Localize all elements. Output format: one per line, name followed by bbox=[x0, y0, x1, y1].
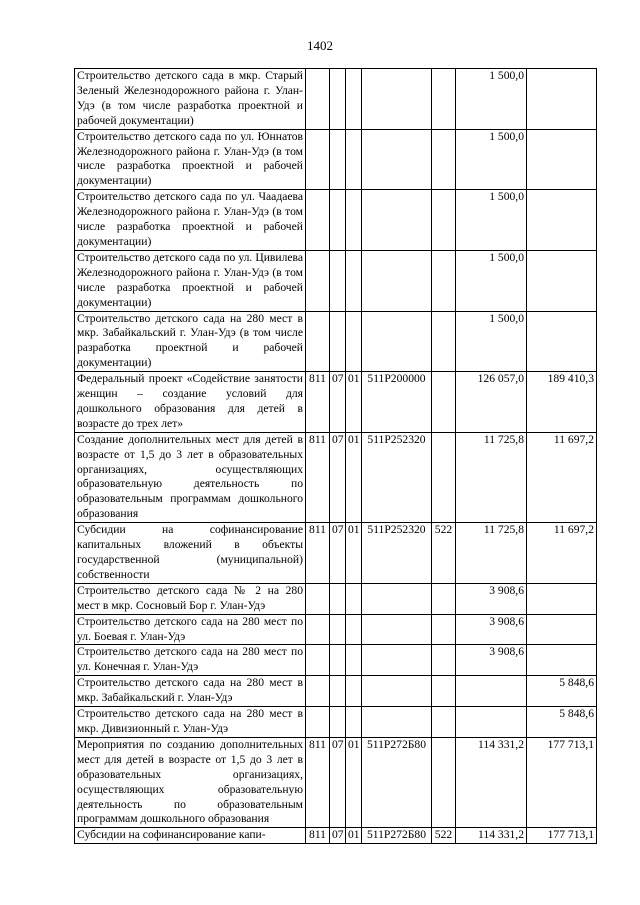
expense-type-cell bbox=[432, 583, 456, 614]
section-code-cell: 07 bbox=[330, 372, 346, 433]
amount-year-2-cell bbox=[527, 645, 597, 676]
amount-year-1-cell: 3 908,6 bbox=[456, 645, 527, 676]
table-body bbox=[75, 69, 597, 844]
section-code-cell bbox=[330, 583, 346, 614]
row-name-cell: Строительство детского сада на 280 мест по ул. Конечная г. Улан-Удэ bbox=[75, 645, 306, 676]
expense-type-cell bbox=[432, 372, 456, 433]
amount-year-1-cell: 114 331,2 bbox=[456, 828, 527, 844]
amount-year-2-cell: 177 713,1 bbox=[527, 828, 597, 844]
subsection-code-cell bbox=[346, 676, 362, 707]
row-name-cell: Строительство детского сада по ул. Юннатов Железнодорожного района г. Улан-Удэ (в том числе разработка проектной и рабочей документации) bbox=[75, 129, 306, 190]
table-row bbox=[75, 614, 597, 645]
table-row bbox=[75, 250, 597, 311]
section-code-cell bbox=[330, 129, 346, 190]
amount-year-1-cell: 3 908,6 bbox=[456, 614, 527, 645]
target-article-cell: 511P272Б80 bbox=[362, 737, 432, 827]
amount-year-1-cell: 1 500,0 bbox=[456, 190, 527, 251]
amount-year-2-cell bbox=[527, 614, 597, 645]
expense-type-cell bbox=[432, 614, 456, 645]
table-row bbox=[75, 645, 597, 676]
target-article-cell bbox=[362, 311, 432, 372]
row-name-cell: Строительство детского сада на 280 мест по ул. Боевая г. Улан-Удэ bbox=[75, 614, 306, 645]
amount-year-1-cell: 3 908,6 bbox=[456, 583, 527, 614]
row-name-cell: Строительство детского сада на 280 мест в мкр. Дивизионный г. Улан-Удэ bbox=[75, 707, 306, 738]
page-number: 1402 bbox=[307, 38, 333, 53]
amount-year-1-cell bbox=[456, 676, 527, 707]
subsection-code-cell: 01 bbox=[346, 737, 362, 827]
row-name-cell: Строительство детского сада на 280 мест в мкр. Забайкальский г. Улан-Удэ bbox=[75, 676, 306, 707]
section-code-cell bbox=[330, 645, 346, 676]
table-row bbox=[75, 676, 597, 707]
amount-year-1-cell: 1 500,0 bbox=[456, 69, 527, 130]
table-row bbox=[75, 69, 597, 130]
target-article-cell bbox=[362, 614, 432, 645]
target-article-cell: 511P200000 bbox=[362, 372, 432, 433]
amount-year-2-cell bbox=[527, 583, 597, 614]
ministry-code-cell bbox=[306, 311, 330, 372]
subsection-code-cell bbox=[346, 129, 362, 190]
ministry-code-cell bbox=[306, 645, 330, 676]
section-code-cell: 07 bbox=[330, 828, 346, 844]
subsection-code-cell bbox=[346, 645, 362, 676]
table-row bbox=[75, 129, 597, 190]
ministry-code-cell: 811 bbox=[306, 737, 330, 827]
target-article-cell bbox=[362, 69, 432, 130]
table-row bbox=[75, 190, 597, 251]
amount-year-1-cell: 126 057,0 bbox=[456, 372, 527, 433]
row-name-cell: Строительство детского сада по ул. Цивилева Железнодорожного района г. Улан-Удэ (в том числе разработка проектной и рабочей документации) bbox=[75, 250, 306, 311]
amount-year-2-cell: 11 697,2 bbox=[527, 523, 597, 584]
section-code-cell: 07 bbox=[330, 737, 346, 827]
amount-year-1-cell: 11 725,8 bbox=[456, 523, 527, 584]
row-name-cell: Строительство детского сада по ул. Чаадаева Железнодорожного района г. Улан-Удэ (в том числе разработка проектной и рабочей документации) bbox=[75, 190, 306, 251]
target-article-cell bbox=[362, 645, 432, 676]
subsection-code-cell bbox=[346, 311, 362, 372]
table-row bbox=[75, 372, 597, 433]
ministry-code-cell bbox=[306, 250, 330, 311]
table-row bbox=[75, 828, 597, 844]
section-code-cell bbox=[330, 676, 346, 707]
table-row bbox=[75, 523, 597, 584]
section-code-cell bbox=[330, 311, 346, 372]
subsection-code-cell bbox=[346, 69, 362, 130]
expense-type-cell bbox=[432, 129, 456, 190]
amount-year-2-cell: 5 848,6 bbox=[527, 707, 597, 738]
ministry-code-cell bbox=[306, 69, 330, 130]
amount-year-2-cell bbox=[527, 250, 597, 311]
ministry-code-cell bbox=[306, 190, 330, 251]
target-article-cell bbox=[362, 676, 432, 707]
row-name-cell: Строительство детского сада в мкр. Старый Зеленый Железнодорожного района г. Улан-Удэ (в том числе разработка проектной и рабочей документации) bbox=[75, 69, 306, 130]
subsection-code-cell bbox=[346, 250, 362, 311]
target-article-cell: 511P272Б80 bbox=[362, 828, 432, 844]
table-row bbox=[75, 737, 597, 827]
expense-type-cell bbox=[432, 432, 456, 522]
subsection-code-cell: 01 bbox=[346, 523, 362, 584]
amount-year-2-cell bbox=[527, 311, 597, 372]
section-code-cell bbox=[330, 69, 346, 130]
expense-type-cell bbox=[432, 190, 456, 251]
ministry-code-cell bbox=[306, 676, 330, 707]
expense-type-cell bbox=[432, 311, 456, 372]
section-code-cell bbox=[330, 250, 346, 311]
row-name-cell: Строительство детского сада № 2 на 280 мест в мкр. Сосновый Бор г. Улан-Удэ bbox=[75, 583, 306, 614]
subsection-code-cell: 01 bbox=[346, 432, 362, 522]
target-article-cell bbox=[362, 707, 432, 738]
ministry-code-cell: 811 bbox=[306, 523, 330, 584]
amount-year-1-cell: 114 331,2 bbox=[456, 737, 527, 827]
amount-year-1-cell bbox=[456, 707, 527, 738]
expense-type-cell bbox=[432, 737, 456, 827]
amount-year-2-cell: 5 848,6 bbox=[527, 676, 597, 707]
row-name-cell: Создание дополнительных мест для детей в возрасте от 1,5 до 3 лет в образовательных организациях, осуществляющих образовательную деятельность по образовательным программам дошкольного образования bbox=[75, 432, 306, 522]
target-article-cell bbox=[362, 250, 432, 311]
subsection-code-cell bbox=[346, 190, 362, 251]
amount-year-1-cell: 11 725,8 bbox=[456, 432, 527, 522]
amount-year-2-cell: 189 410,3 bbox=[527, 372, 597, 433]
amount-year-1-cell: 1 500,0 bbox=[456, 129, 527, 190]
amount-year-2-cell: 11 697,2 bbox=[527, 432, 597, 522]
table-row bbox=[75, 432, 597, 522]
subsection-code-cell bbox=[346, 614, 362, 645]
section-code-cell: 07 bbox=[330, 432, 346, 522]
section-code-cell bbox=[330, 190, 346, 251]
expense-type-cell: 522 bbox=[432, 828, 456, 844]
row-name-cell: Субсидии на софинансирование капи- bbox=[75, 828, 306, 844]
subsection-code-cell bbox=[346, 583, 362, 614]
expense-type-cell bbox=[432, 707, 456, 738]
target-article-cell bbox=[362, 190, 432, 251]
table-row bbox=[75, 707, 597, 738]
section-code-cell bbox=[330, 707, 346, 738]
amount-year-1-cell: 1 500,0 bbox=[456, 311, 527, 372]
target-article-cell bbox=[362, 583, 432, 614]
expense-type-cell bbox=[432, 676, 456, 707]
expense-type-cell bbox=[432, 250, 456, 311]
expense-type-cell bbox=[432, 645, 456, 676]
amount-year-2-cell bbox=[527, 69, 597, 130]
row-name-cell: Строительство детского сада на 280 мест в мкр. Забайкальский г. Улан-Удэ (в том числе разработка проектной и рабочей документации) bbox=[75, 311, 306, 372]
row-name-cell: Субсидии на софинансирование капитальных вложений в объекты государственной (муниципальной) собственности bbox=[75, 523, 306, 584]
amount-year-2-cell bbox=[527, 129, 597, 190]
target-article-cell bbox=[362, 129, 432, 190]
subsection-code-cell bbox=[346, 707, 362, 738]
budget-table bbox=[74, 68, 597, 844]
ministry-code-cell: 811 bbox=[306, 828, 330, 844]
target-article-cell: 511P252320 bbox=[362, 432, 432, 522]
table-row bbox=[75, 311, 597, 372]
table-row bbox=[75, 583, 597, 614]
subsection-code-cell: 01 bbox=[346, 372, 362, 433]
ministry-code-cell bbox=[306, 614, 330, 645]
section-code-cell bbox=[330, 614, 346, 645]
expense-type-cell: 522 bbox=[432, 523, 456, 584]
amount-year-2-cell bbox=[527, 190, 597, 251]
amount-year-1-cell: 1 500,0 bbox=[456, 250, 527, 311]
subsection-code-cell: 01 bbox=[346, 828, 362, 844]
row-name-cell: Федеральный проект «Содействие занятости женщин – создание условий для дошкольного образования для детей в возрасте до трех лет» bbox=[75, 372, 306, 433]
target-article-cell: 511P252320 bbox=[362, 523, 432, 584]
amount-year-2-cell: 177 713,1 bbox=[527, 737, 597, 827]
ministry-code-cell bbox=[306, 707, 330, 738]
ministry-code-cell bbox=[306, 583, 330, 614]
expense-type-cell bbox=[432, 69, 456, 130]
ministry-code-cell bbox=[306, 129, 330, 190]
row-name-cell: Мероприятия по созданию дополнительных мест для детей в возрасте от 1,5 до 3 лет в образовательных организациях, осуществляющих образовательную деятельность по образовательным программам дошкольного образования bbox=[75, 737, 306, 827]
section-code-cell: 07 bbox=[330, 523, 346, 584]
ministry-code-cell: 811 bbox=[306, 432, 330, 522]
ministry-code-cell: 811 bbox=[306, 372, 330, 433]
